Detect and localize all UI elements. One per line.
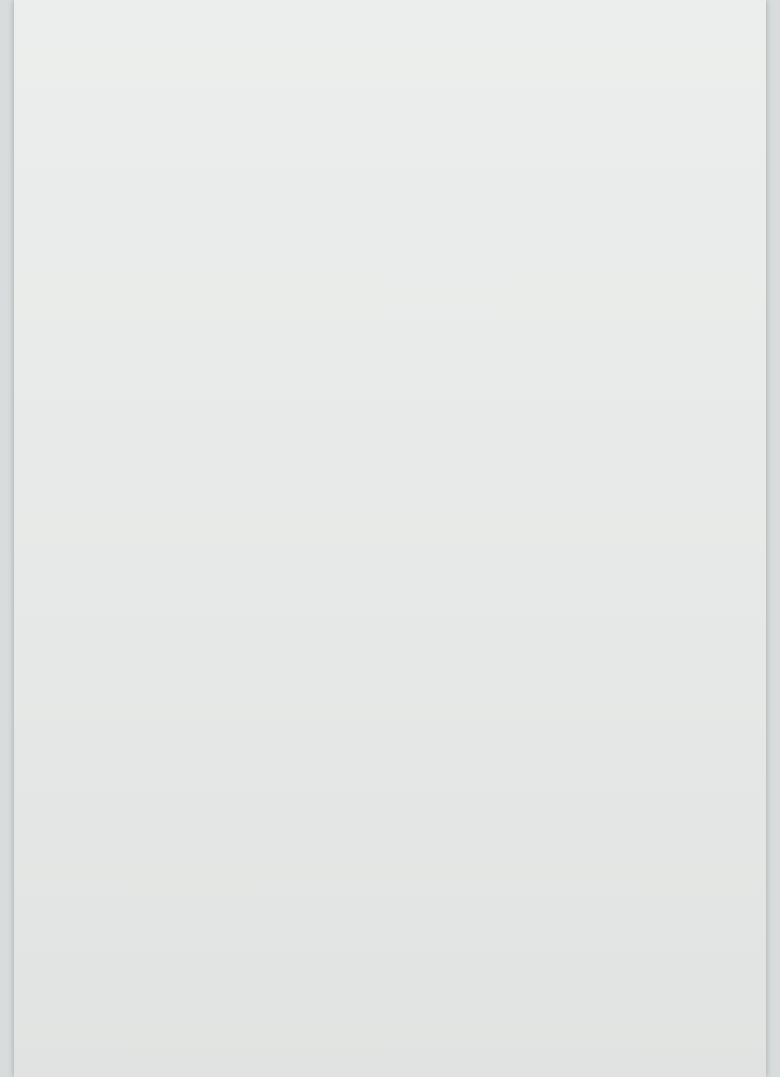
sources-list [56, 14, 746, 18]
watermark-accent [314, 0, 623, 590]
watermark [164, 0, 473, 520]
document-content [56, 14, 746, 18]
document-page [14, 0, 766, 1077]
top-block [56, 14, 746, 18]
